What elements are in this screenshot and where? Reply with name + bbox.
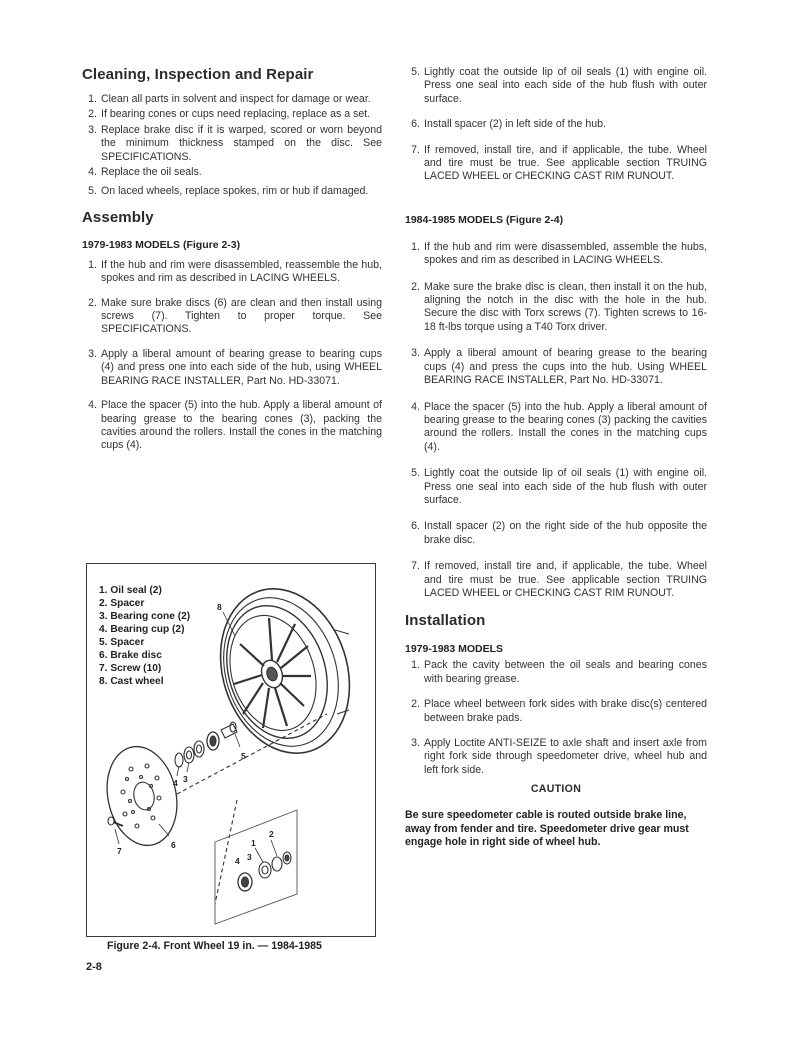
- callout-label: 4: [173, 778, 178, 788]
- list-item: 5. On laced wheels, replace spokes, rim or hub if damaged.: [88, 185, 369, 198]
- list-item: 1. If the hub and rim were disassembled, assemble the hubs, spokes and rim as described in LACING WHEELS.: [411, 240, 707, 267]
- axle-line: [215, 800, 237, 904]
- models-1984-list: [405, 241, 707, 601]
- list-item: 1. If the hub and rim were disassembled, reassemble the hub, spokes and rim as described in LACING WHEELS.: [88, 258, 382, 285]
- legend-item: 5. Spacer: [99, 637, 145, 648]
- callout-label: 6: [171, 840, 176, 850]
- models-1984-subheading: 1984-1985 MODELS (Figure 2-4): [405, 213, 564, 226]
- figure-caption: Figure 2-4. Front Wheel 19 in. — 1984-1985: [107, 940, 322, 952]
- callout-label: 7: [117, 846, 122, 856]
- legend-item: 3. Bearing cone (2): [99, 611, 191, 622]
- spacer-drawing: [221, 722, 237, 738]
- list-item: 2. Make sure brake discs (6) are clean and then install using screws (7). Tighten to proper torque. See SPECIFICATIONS.: [88, 296, 382, 336]
- legend-item: 1. Oil seal (2): [99, 585, 162, 596]
- list-item: 1. Clean all parts in solvent and inspect for damage or wear.: [88, 93, 371, 105]
- legend-item: 6. Brake disc: [99, 650, 162, 661]
- list-item: 4. Place the spacer (5) into the hub. Apply a liberal amount of bearing grease to the bearing cones (3) packing the cavities around the rollers. Install the cones in the matching cups (4).: [411, 400, 707, 453]
- callout-label: 8: [217, 602, 222, 612]
- list-item: 3. Apply a liberal amount of bearing grease to bearing cups (4) and press one into each side of the hub, using WHEEL BEARING RACE INSTALLER, Part No. HD-33071.: [88, 347, 382, 387]
- legend-item: 4. Bearing cup (2): [99, 624, 185, 635]
- callout-label: 3: [183, 774, 188, 784]
- assembly-continued-list: [405, 66, 707, 184]
- list-item: 7. If removed, install tire and, if applicable, the tube. Wheel and tire must be true. See applicable section TRUING LACED WHEEL or CHECKING CAST RIM RUNOUT.: [411, 560, 707, 599]
- installation-subheading: 1979-1983 MODELS: [405, 643, 504, 656]
- callout-label: 2: [269, 829, 274, 839]
- list-item: 3. Apply a liberal amount of bearing grease to the bearing cups (4) and press the cups into the hub. Using WHEEL BEARING RACE INSTALLER, Part No. HD-33071.: [411, 347, 707, 387]
- bearing-parts-drawing: [175, 732, 219, 767]
- callout-label: 1: [251, 838, 256, 848]
- detail-inset-drawing: [215, 810, 297, 924]
- list-item: 4. Replace the oil seals.: [88, 166, 202, 179]
- list-item: 5. Lightly coat the outside lip of oil seals (1) with engine oil. Press one seal into each side of the hub flush with outer surface.: [411, 467, 707, 506]
- list-item: 2. Make sure the brake disc is clean, then install it on the hub, aligning the notch in the disc with the hole in the hub. Secure the disc with Torx screws (7). Tighten screws to 16-18 ft-lbs torque using a T40 Torx driver.: [411, 280, 707, 333]
- cleaning-list: [82, 93, 382, 199]
- callout-label: 5: [241, 751, 246, 761]
- wheel-exploded-view: [87, 564, 375, 936]
- legend-item: 8. Cast wheel: [99, 676, 164, 687]
- list-item: 2. If bearing cones or cups need replacing, replace as a set.: [88, 108, 371, 121]
- legend-item: 7. Screw (10): [99, 663, 162, 674]
- assembly-heading: Assembly: [82, 208, 154, 226]
- installation-heading: Installation: [405, 612, 486, 630]
- page-number: 2-8: [86, 961, 102, 973]
- legend-item: 2. Spacer: [99, 598, 145, 609]
- cleaning-heading: Cleaning, Inspection and Repair: [82, 66, 314, 83]
- list-item: 7. If removed, install tire, and if applicable, the tube. Wheel and tire must be true. See applicable section TRUING LACED WHEEL or CHECKING CAST RIM RUNOUT.: [411, 143, 707, 183]
- list-item: 6. Install spacer (2) on the right side of the hub opposite the brake disc.: [411, 520, 707, 546]
- list-item: 4. Place the spacer (5) into the hub. Apply a liberal amount of bearing grease to the bearing cones (3), packing the cavities around the rollers. Install the cones in the matching cups (4).: [88, 399, 382, 452]
- list-item: 5. Lightly coat the outside lip of oil seals (1) with engine oil. Press one seal into each side of the hub flush with outer surface.: [411, 66, 707, 105]
- caution-heading: CAUTION: [530, 783, 582, 796]
- assembly-list: [82, 259, 382, 453]
- callout-label: 4: [235, 856, 240, 866]
- left-column: [82, 60, 382, 453]
- list-item: 3. Apply Loctite ANTI-SEIZE to axle shaft and insert axle from right fork side through speedometer drive, wheel hub and left fork side.: [411, 737, 707, 776]
- caution-text: Be sure speedometer cable is routed outside brake line, away from fender and tire. Speedometer drive gear must engage hole in right side of wheel hub.: [405, 809, 689, 849]
- list-item: 6. Install spacer (2) in left side of the hub.: [411, 118, 606, 131]
- list-item: 2. Place wheel between fork sides with brake disc(s) centered between brake pads.: [411, 698, 707, 724]
- cast-wheel-drawing: [200, 572, 370, 770]
- callout-label: 3: [247, 852, 252, 862]
- installation-list: [405, 659, 707, 777]
- list-item: 1. Pack the cavity between the oil seals and bearing cones with bearing grease.: [411, 659, 707, 685]
- list-item: 3. Replace brake disc if it is warped, scored or worn beyond the minimum thickness stamped on the disc. See SPECIFICATIONS.: [88, 123, 382, 163]
- brake-disc-drawing: [98, 740, 185, 852]
- right-column: [405, 66, 707, 850]
- assembly-subheading: 1979-1983 MODELS (Figure 2-3): [82, 238, 241, 251]
- figure-2-4: [86, 563, 376, 937]
